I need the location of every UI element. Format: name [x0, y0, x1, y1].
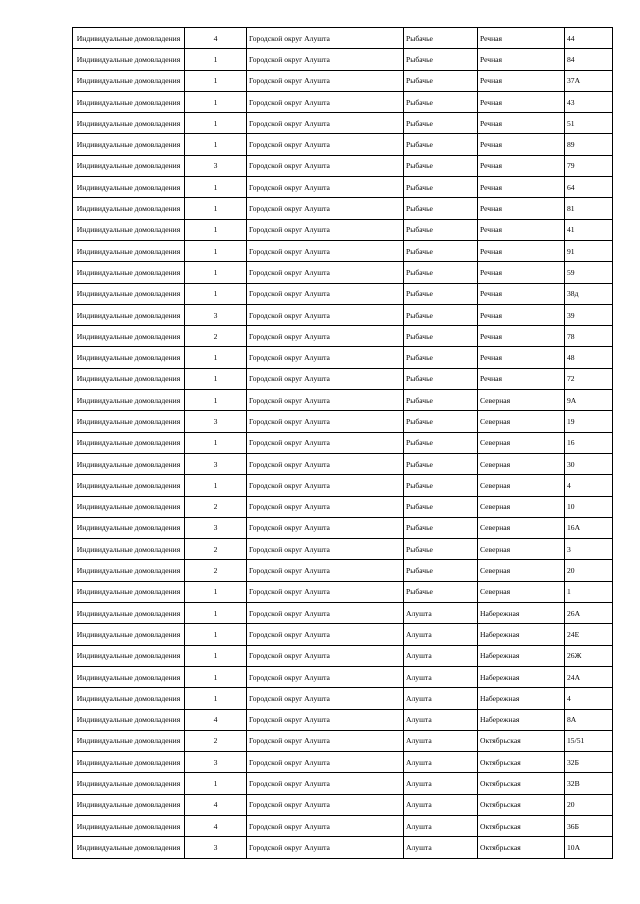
table-row [73, 645, 613, 666]
cell-count: 3 [185, 453, 247, 474]
cell-street: Октябрьская [478, 794, 565, 815]
cell-district: Городской округ Алушта [247, 837, 404, 858]
table-body [73, 28, 613, 859]
cell-locality: Рыбачье [404, 432, 478, 453]
cell-count: 1 [185, 475, 247, 496]
cell-count: 2 [185, 560, 247, 581]
cell-count: 4 [185, 28, 247, 49]
cell-locality: Рыбачье [404, 539, 478, 560]
table-row [73, 155, 613, 176]
cell-count: 3 [185, 517, 247, 538]
cell-house-number: 81 [565, 198, 613, 219]
cell-locality: Рыбачье [404, 177, 478, 198]
table-row [73, 219, 613, 240]
cell-count: 2 [185, 326, 247, 347]
cell-count: 3 [185, 304, 247, 325]
cell-dwelling-type: Индивидуальные домовладения [73, 177, 185, 198]
cell-street: Северная [478, 560, 565, 581]
cell-locality: Рыбачье [404, 390, 478, 411]
cell-count: 1 [185, 134, 247, 155]
cell-dwelling-type: Индивидуальные домовладения [73, 794, 185, 815]
cell-district: Городской округ Алушта [247, 453, 404, 474]
cell-dwelling-type: Индивидуальные домовладения [73, 496, 185, 517]
cell-dwelling-type: Индивидуальные домовладения [73, 475, 185, 496]
cell-district: Городской округ Алушта [247, 262, 404, 283]
cell-locality: Рыбачье [404, 113, 478, 134]
cell-count: 3 [185, 155, 247, 176]
cell-district: Городской округ Алушта [247, 624, 404, 645]
cell-dwelling-type: Индивидуальные домовладения [73, 304, 185, 325]
table-row [73, 453, 613, 474]
cell-locality: Рыбачье [404, 411, 478, 432]
cell-street: Набережная [478, 688, 565, 709]
cell-count: 1 [185, 645, 247, 666]
cell-count: 1 [185, 219, 247, 240]
cell-locality: Рыбачье [404, 347, 478, 368]
cell-district: Городской округ Алушта [247, 773, 404, 794]
cell-street: Речная [478, 240, 565, 261]
cell-street: Набережная [478, 624, 565, 645]
cell-district: Городской округ Алушта [247, 709, 404, 730]
table-row [73, 773, 613, 794]
cell-count: 1 [185, 666, 247, 687]
cell-locality: Рыбачье [404, 240, 478, 261]
cell-street: Северная [478, 581, 565, 602]
cell-house-number: 91 [565, 240, 613, 261]
cell-count: 1 [185, 581, 247, 602]
cell-dwelling-type: Индивидуальные домовладения [73, 155, 185, 176]
table-row [73, 496, 613, 517]
cell-street: Октябрьская [478, 837, 565, 858]
cell-street: Набережная [478, 666, 565, 687]
table-row [73, 283, 613, 304]
cell-house-number: 20 [565, 794, 613, 815]
cell-house-number: 20 [565, 560, 613, 581]
cell-locality: Рыбачье [404, 283, 478, 304]
table-row [73, 539, 613, 560]
cell-district: Городской округ Алушта [247, 91, 404, 112]
cell-locality: Алушта [404, 752, 478, 773]
cell-count: 3 [185, 411, 247, 432]
cell-dwelling-type: Индивидуальные домовладения [73, 453, 185, 474]
cell-locality: Рыбачье [404, 326, 478, 347]
cell-house-number: 24Е [565, 624, 613, 645]
cell-house-number: 39 [565, 304, 613, 325]
table-row [73, 815, 613, 836]
cell-dwelling-type: Индивидуальные домовладения [73, 666, 185, 687]
cell-district: Городской округ Алушта [247, 815, 404, 836]
table-row [73, 560, 613, 581]
cell-house-number: 10 [565, 496, 613, 517]
cell-house-number: 41 [565, 219, 613, 240]
cell-house-number: 9А [565, 390, 613, 411]
cell-count: 1 [185, 113, 247, 134]
table-row [73, 177, 613, 198]
cell-house-number: 36Б [565, 815, 613, 836]
cell-count: 3 [185, 752, 247, 773]
table-row [73, 28, 613, 49]
cell-district: Городской округ Алушта [247, 219, 404, 240]
cell-locality: Рыбачье [404, 453, 478, 474]
cell-street: Октябрьская [478, 752, 565, 773]
table-row [73, 326, 613, 347]
cell-locality: Рыбачье [404, 49, 478, 70]
cell-house-number: 44 [565, 28, 613, 49]
cell-house-number: 38д [565, 283, 613, 304]
cell-locality: Рыбачье [404, 581, 478, 602]
cell-district: Городской округ Алушта [247, 432, 404, 453]
cell-count: 1 [185, 603, 247, 624]
cell-house-number: 24А [565, 666, 613, 687]
cell-district: Городской округ Алушта [247, 752, 404, 773]
cell-house-number: 78 [565, 326, 613, 347]
cell-dwelling-type: Индивидуальные домовладения [73, 432, 185, 453]
cell-dwelling-type: Индивидуальные домовладения [73, 603, 185, 624]
table-row [73, 113, 613, 134]
cell-district: Городской округ Алушта [247, 198, 404, 219]
table-row [73, 603, 613, 624]
cell-street: Набережная [478, 645, 565, 666]
table-row [73, 91, 613, 112]
cell-district: Городской округ Алушта [247, 645, 404, 666]
cell-dwelling-type: Индивидуальные домовладения [73, 283, 185, 304]
cell-count: 2 [185, 539, 247, 560]
cell-house-number: 43 [565, 91, 613, 112]
cell-locality: Рыбачье [404, 560, 478, 581]
cell-count: 2 [185, 730, 247, 751]
cell-locality: Рыбачье [404, 134, 478, 155]
cell-count: 2 [185, 496, 247, 517]
cell-street: Речная [478, 262, 565, 283]
cell-house-number: 79 [565, 155, 613, 176]
cell-locality: Рыбачье [404, 475, 478, 496]
cell-locality: Рыбачье [404, 262, 478, 283]
cell-dwelling-type: Индивидуальные домовладения [73, 645, 185, 666]
cell-dwelling-type: Индивидуальные домовладения [73, 262, 185, 283]
cell-house-number: 37А [565, 70, 613, 91]
housing-table [72, 27, 613, 859]
cell-street: Речная [478, 113, 565, 134]
cell-dwelling-type: Индивидуальные домовладения [73, 709, 185, 730]
cell-district: Городской округ Алушта [247, 666, 404, 687]
cell-dwelling-type: Индивидуальные домовладения [73, 91, 185, 112]
cell-locality: Рыбачье [404, 155, 478, 176]
cell-street: Речная [478, 134, 565, 155]
cell-dwelling-type: Индивидуальные домовладения [73, 219, 185, 240]
cell-house-number: 59 [565, 262, 613, 283]
cell-dwelling-type: Индивидуальные домовладения [73, 49, 185, 70]
cell-district: Городской округ Алушта [247, 304, 404, 325]
table-row [73, 624, 613, 645]
cell-street: Речная [478, 70, 565, 91]
table-row [73, 368, 613, 389]
cell-locality: Алушта [404, 603, 478, 624]
cell-dwelling-type: Индивидуальные домовладения [73, 773, 185, 794]
cell-street: Речная [478, 198, 565, 219]
cell-count: 1 [185, 773, 247, 794]
cell-street: Речная [478, 347, 565, 368]
cell-count: 3 [185, 837, 247, 858]
cell-locality: Рыбачье [404, 70, 478, 91]
cell-count: 1 [185, 240, 247, 261]
cell-street: Северная [478, 539, 565, 560]
cell-dwelling-type: Индивидуальные домовладения [73, 624, 185, 645]
cell-dwelling-type: Индивидуальные домовладения [73, 28, 185, 49]
cell-count: 1 [185, 70, 247, 91]
cell-dwelling-type: Индивидуальные домовладения [73, 752, 185, 773]
cell-locality: Алушта [404, 837, 478, 858]
cell-count: 1 [185, 177, 247, 198]
cell-street: Речная [478, 283, 565, 304]
cell-dwelling-type: Индивидуальные домовладения [73, 517, 185, 538]
cell-locality: Алушта [404, 815, 478, 836]
cell-district: Городской округ Алушта [247, 475, 404, 496]
cell-house-number: 72 [565, 368, 613, 389]
cell-street: Речная [478, 368, 565, 389]
cell-house-number: 30 [565, 453, 613, 474]
cell-street: Октябрьская [478, 773, 565, 794]
cell-dwelling-type: Индивидуальные домовладения [73, 581, 185, 602]
cell-district: Городской округ Алушта [247, 283, 404, 304]
cell-dwelling-type: Индивидуальные домовладения [73, 815, 185, 836]
cell-count: 1 [185, 368, 247, 389]
cell-house-number: 89 [565, 134, 613, 155]
cell-locality: Рыбачье [404, 517, 478, 538]
cell-district: Городской округ Алушта [247, 581, 404, 602]
cell-count: 4 [185, 709, 247, 730]
cell-dwelling-type: Индивидуальные домовладения [73, 390, 185, 411]
cell-street: Речная [478, 304, 565, 325]
cell-locality: Рыбачье [404, 496, 478, 517]
cell-district: Городской округ Алушта [247, 411, 404, 432]
cell-district: Городской округ Алушта [247, 134, 404, 155]
cell-street: Речная [478, 326, 565, 347]
cell-house-number: 26Ж [565, 645, 613, 666]
cell-locality: Алушта [404, 624, 478, 645]
cell-street: Речная [478, 28, 565, 49]
table-row [73, 411, 613, 432]
cell-locality: Алушта [404, 730, 478, 751]
table-row [73, 475, 613, 496]
cell-dwelling-type: Индивидуальные домовладения [73, 326, 185, 347]
table-row [73, 70, 613, 91]
cell-street: Октябрьская [478, 730, 565, 751]
table-row [73, 49, 613, 70]
cell-house-number: 1 [565, 581, 613, 602]
table-row [73, 390, 613, 411]
cell-district: Городской округ Алушта [247, 155, 404, 176]
cell-locality: Алушта [404, 688, 478, 709]
cell-street: Северная [478, 475, 565, 496]
cell-locality: Алушта [404, 709, 478, 730]
cell-street: Речная [478, 177, 565, 198]
cell-house-number: 4 [565, 688, 613, 709]
cell-street: Речная [478, 155, 565, 176]
cell-district: Городской округ Алушта [247, 496, 404, 517]
cell-count: 1 [185, 198, 247, 219]
cell-locality: Рыбачье [404, 198, 478, 219]
cell-district: Городской округ Алушта [247, 794, 404, 815]
table-row [73, 837, 613, 858]
table-row [73, 304, 613, 325]
cell-district: Городской округ Алушта [247, 560, 404, 581]
table-row [73, 198, 613, 219]
table-row [73, 730, 613, 751]
cell-house-number: 8А [565, 709, 613, 730]
table-row [73, 688, 613, 709]
cell-count: 1 [185, 262, 247, 283]
cell-district: Городской округ Алушта [247, 688, 404, 709]
cell-dwelling-type: Индивидуальные домовладения [73, 411, 185, 432]
cell-count: 1 [185, 624, 247, 645]
cell-house-number: 26А [565, 603, 613, 624]
table-row [73, 262, 613, 283]
cell-count: 4 [185, 794, 247, 815]
cell-district: Городской округ Алушта [247, 70, 404, 91]
cell-street: Северная [478, 390, 565, 411]
cell-district: Городской округ Алушта [247, 49, 404, 70]
cell-locality: Алушта [404, 794, 478, 815]
cell-district: Городской округ Алушта [247, 603, 404, 624]
cell-dwelling-type: Индивидуальные домовладения [73, 70, 185, 91]
cell-dwelling-type: Индивидуальные домовладения [73, 688, 185, 709]
cell-house-number: 4 [565, 475, 613, 496]
cell-count: 4 [185, 815, 247, 836]
cell-count: 1 [185, 688, 247, 709]
cell-house-number: 10А [565, 837, 613, 858]
cell-count: 1 [185, 91, 247, 112]
cell-house-number: 84 [565, 49, 613, 70]
cell-street: Речная [478, 91, 565, 112]
table-row [73, 581, 613, 602]
cell-street: Северная [478, 432, 565, 453]
cell-locality: Алушта [404, 645, 478, 666]
cell-dwelling-type: Индивидуальные домовладения [73, 134, 185, 155]
cell-street: Северная [478, 496, 565, 517]
cell-district: Городской округ Алушта [247, 347, 404, 368]
table-row [73, 794, 613, 815]
table-row [73, 752, 613, 773]
cell-locality: Рыбачье [404, 91, 478, 112]
cell-district: Городской округ Алушта [247, 517, 404, 538]
cell-house-number: 15/51 [565, 730, 613, 751]
cell-count: 1 [185, 49, 247, 70]
cell-dwelling-type: Индивидуальные домовладения [73, 368, 185, 389]
cell-locality: Рыбачье [404, 304, 478, 325]
table-row [73, 517, 613, 538]
cell-locality: Рыбачье [404, 28, 478, 49]
cell-house-number: 19 [565, 411, 613, 432]
cell-street: Северная [478, 517, 565, 538]
cell-street: Октябрьская [478, 815, 565, 836]
table-row [73, 709, 613, 730]
table-row [73, 666, 613, 687]
cell-count: 1 [185, 347, 247, 368]
cell-house-number: 51 [565, 113, 613, 134]
cell-dwelling-type: Индивидуальные домовладения [73, 198, 185, 219]
cell-house-number: 3 [565, 539, 613, 560]
cell-district: Городской округ Алушта [247, 730, 404, 751]
cell-house-number: 64 [565, 177, 613, 198]
cell-locality: Алушта [404, 773, 478, 794]
cell-district: Городской округ Алушта [247, 177, 404, 198]
cell-locality: Алушта [404, 666, 478, 687]
cell-locality: Рыбачье [404, 219, 478, 240]
cell-street: Набережная [478, 709, 565, 730]
table-row [73, 134, 613, 155]
cell-district: Городской округ Алушта [247, 368, 404, 389]
cell-dwelling-type: Индивидуальные домовладения [73, 347, 185, 368]
cell-house-number: 16А [565, 517, 613, 538]
cell-count: 1 [185, 390, 247, 411]
cell-street: Северная [478, 411, 565, 432]
cell-district: Городской округ Алушта [247, 113, 404, 134]
cell-house-number: 48 [565, 347, 613, 368]
cell-district: Городской округ Алушта [247, 240, 404, 261]
table-row [73, 432, 613, 453]
cell-district: Городской округ Алушта [247, 390, 404, 411]
cell-house-number: 32Б [565, 752, 613, 773]
cell-dwelling-type: Индивидуальные домовладения [73, 560, 185, 581]
cell-house-number: 32В [565, 773, 613, 794]
cell-dwelling-type: Индивидуальные домовладения [73, 113, 185, 134]
table-row [73, 347, 613, 368]
cell-street: Речная [478, 49, 565, 70]
cell-house-number: 16 [565, 432, 613, 453]
table-row [73, 240, 613, 261]
cell-locality: Рыбачье [404, 368, 478, 389]
cell-dwelling-type: Индивидуальные домовладения [73, 837, 185, 858]
cell-count: 1 [185, 283, 247, 304]
cell-street: Набережная [478, 603, 565, 624]
cell-district: Городской округ Алушта [247, 326, 404, 347]
cell-street: Речная [478, 219, 565, 240]
cell-dwelling-type: Индивидуальные домовладения [73, 730, 185, 751]
cell-district: Городской округ Алушта [247, 539, 404, 560]
cell-street: Северная [478, 453, 565, 474]
cell-dwelling-type: Индивидуальные домовладения [73, 240, 185, 261]
cell-district: Городской округ Алушта [247, 28, 404, 49]
cell-count: 1 [185, 432, 247, 453]
cell-dwelling-type: Индивидуальные домовладения [73, 539, 185, 560]
